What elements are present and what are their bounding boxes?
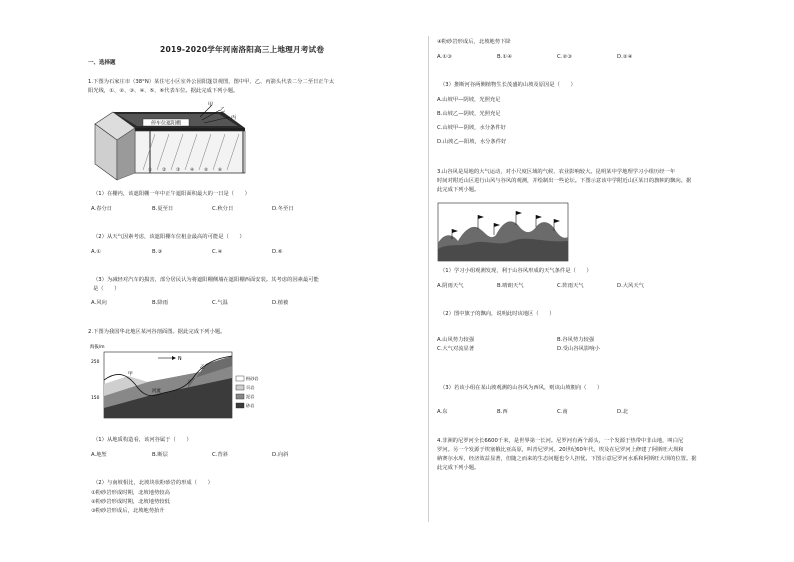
mountain-flags-figure [438,203,568,261]
spot-5-label: ⑤ [203,168,209,173]
spot-1-label: ① [147,168,153,173]
q2-sub3-option-d[interactable]: D.山坡乙—阳坡，水分条件好 [437,139,507,145]
q1-sub1-option-a[interactable]: A.春分日 [91,206,113,212]
q3-sub2-option-a[interactable]: A.山风势力较强 [437,337,474,343]
section-heading: 一、选择题 [88,60,116,66]
q2-sub2-item2: ②粉砂岩形成时期，北坡地势较低 [91,499,170,505]
q1-sub3-option-d[interactable]: D.植被 [272,300,289,306]
q1-sub3-stem-line1: （3）为减轻对汽车的损害，部分居民认为将遮阳棚侧墙在遮阳棚西面安装。其考虑的因素最可能 [93,277,319,283]
q2-sub2-option-a[interactable]: A.①③ [437,54,452,60]
slope-yi-label: 乙 [200,365,205,370]
column-divider [428,36,429,522]
q1-stem-line1: 1.下图为石家庄市（38°N）某住宅小区室外公园阳篷景观图，图中甲、乙、丙箭头代表二分二至日正午太 [88,79,335,85]
q2-sub1-option-b[interactable]: B.断层 [152,452,168,458]
q4-stem-line4: 此完成下列小题。 [437,465,480,471]
ray-jia-label: 甲 [208,102,214,108]
q3-sub2-option-b[interactable]: B.谷风势力较强 [557,337,595,343]
q2-sub1-option-d[interactable]: D.向斜 [272,452,289,458]
q1-sub1-stem: （1）在棚内，该遮阳棚一年中正午遮阳面积最大的一日是（ ） [93,191,250,197]
q3-sub1-option-a[interactable]: A.阴雨天气 [437,283,464,289]
page-title: 2019-2020学年河南洛阳高三上地理月考试卷 [160,45,325,54]
ytick-250: 250 [91,360,100,365]
sun-ray-arrows [200,103,240,127]
q2-sub2-option-b[interactable]: B.①④ [497,54,512,60]
q3-stem-line2: 时间对附近山区进行山风与谷风的观测，并绘制出一些论坛。下图示意该中学附近山区某日的旗帜的飘向。据 [437,178,692,184]
q3-sub3-option-c[interactable]: C.南 [557,409,568,415]
spot-4-label: ④ [189,168,195,173]
q1-sub1-option-b[interactable]: B.夏至日 [152,206,174,212]
q1-sub2-option-b[interactable]: B.③ [152,249,163,255]
q2-sub3-option-b[interactable]: B.山坡乙—阴坡，光照充足 [437,111,501,117]
valley-cross-section-figure [88,344,258,426]
q2-sub2-stem: （2）与南坡相比，北坡块状粉砂岩的形成（ ） [93,480,213,486]
q2-sub1-option-a[interactable]: A.地堑 [91,452,107,458]
q1-sub3-option-b[interactable]: B.降雨 [152,300,168,306]
q3-stem-line3: 此完成下列小题。 [437,187,480,193]
legend-siltstone: 粉砂岩 [246,376,259,381]
q4-stem-line3: 納赛尔水库，经济效益显著，但随之而来的生态问题也令人担忧。下图示意尼罗河水系和阿斯旺大坝的位置。据 [437,456,697,462]
q1-sub2-option-d[interactable]: D.⑥ [272,249,283,255]
legend-mudstone: 泥岩 [246,394,255,399]
slope-jia-label: 甲 [128,372,133,377]
q1-sub3-option-a[interactable]: A.风向 [91,300,107,306]
q3-sub1-option-d[interactable]: D.大风天气 [617,283,644,289]
q3-stem-line1: 3.山谷风是局地的大气运动，对小尺度区域的气候、农业影响较大。昆明某中学地理学习小组历经一年 [437,169,676,175]
q3-sub2-option-c[interactable]: C.大气对流显著 [437,346,475,352]
shed-banner-label: 停车位遮阳棚 [150,120,182,127]
q1-sub2-option-a[interactable]: A.① [91,249,101,255]
legend-shale: 页岩 [246,385,255,390]
q3-sub2-option-d[interactable]: D.受山谷风影响小 [557,346,600,352]
q3-sub3-stem: （3）若该小组在某山坡观测的山谷风为西风，则该山坡朝向（ ） [440,385,603,391]
q2-sub2-item4: ④粉砂岩形成后，北坡地势下降 [437,39,511,45]
spot-6-label: ⑥ [217,168,223,173]
spot-2-label: ② [161,168,167,173]
q2-sub2-item3: ③粉砂岩形成后，北坡地势抬升 [91,508,165,514]
spot-3-label: ③ [175,168,181,173]
q4-stem-line2: 罗河。另一个发源于埃塞俄比亚高原，叫青尼罗河。20世纪60年代，埃及在尼罗河上修建了阿斯旺大坝和 [437,447,684,453]
q2-sub1-stem: （1）从地质构造看，该河谷属于（ ） [93,437,192,443]
q4-stem-line1: 4.非洲的尼罗河全长6600千米，是世界第一长河。尼罗河有两个源头，一个发源于热带中非山地，叫白尼 [437,438,684,444]
q2-sub2-option-d[interactable]: D.②④ [617,54,633,60]
river-label: 河流 [152,389,161,394]
q2-sub3-option-a[interactable]: A.山坡甲—阴坡，光照充足 [437,97,501,103]
q1-sub2-option-c[interactable]: C.④ [212,249,223,255]
q2-sub1-option-c[interactable]: C.背斜 [212,452,228,458]
q3-sub1-option-b[interactable]: B.晴朗天气 [497,283,524,289]
q3-sub3-option-b[interactable]: B.西 [497,409,508,415]
q2-sub2-item1: ①粉砂岩形成时期，北坡地势较高 [91,490,170,496]
ytick-150: 150 [91,396,100,401]
q2-sub3-option-c[interactable]: C.山坡甲—阴坡，水分条件好 [437,125,506,131]
q1-sub2-stem: （2）从天气因素考虑，该遮阳棚车位租金最高的可能是（ ） [93,234,245,240]
q1-stem-line2: 阳光线，①、②、③、④、⑤、⑥代表车位。据此完成下列小题。 [88,88,239,94]
q3-sub1-stem: （1）学习小组观测发现，利于山谷风形成的天气条件是（ ） [440,268,592,274]
q1-sub1-option-c[interactable]: C.秋分日 [212,206,234,212]
q3-sub3-option-a[interactable]: A.东 [437,409,448,415]
q3-sub1-option-c[interactable]: C.阵雨天气 [557,283,584,289]
q1-sub1-option-d[interactable]: D.冬至日 [272,206,294,212]
north-arrow-label: N [178,357,182,362]
q1-sub3-stem-line2: 是（ ） [93,286,120,292]
legend-sandstone: 砂岩 [246,403,255,408]
q2-sub2-option-c[interactable]: C.②③ [557,54,572,60]
q2-sub3-stem: （3）推断河谷两侧植物生长茂盛的山坡及原因是（ ） [440,82,576,88]
elevation-unit-label: 海拔/m [90,345,105,350]
ray-bing-label: 丙 [231,115,237,121]
ray-yi-label: 乙 [220,107,226,113]
q3-sub3-option-d[interactable]: D.北 [617,409,629,415]
q2-stem: 2.下图为我国华北地区某河谷剖面图。据此完成下列小题。 [88,329,226,335]
q1-sub3-option-c[interactable]: C.气温 [212,300,228,306]
q3-sub2-stem: （2）图中旗子的飘向，说明此时该地区（ ） [440,311,555,317]
